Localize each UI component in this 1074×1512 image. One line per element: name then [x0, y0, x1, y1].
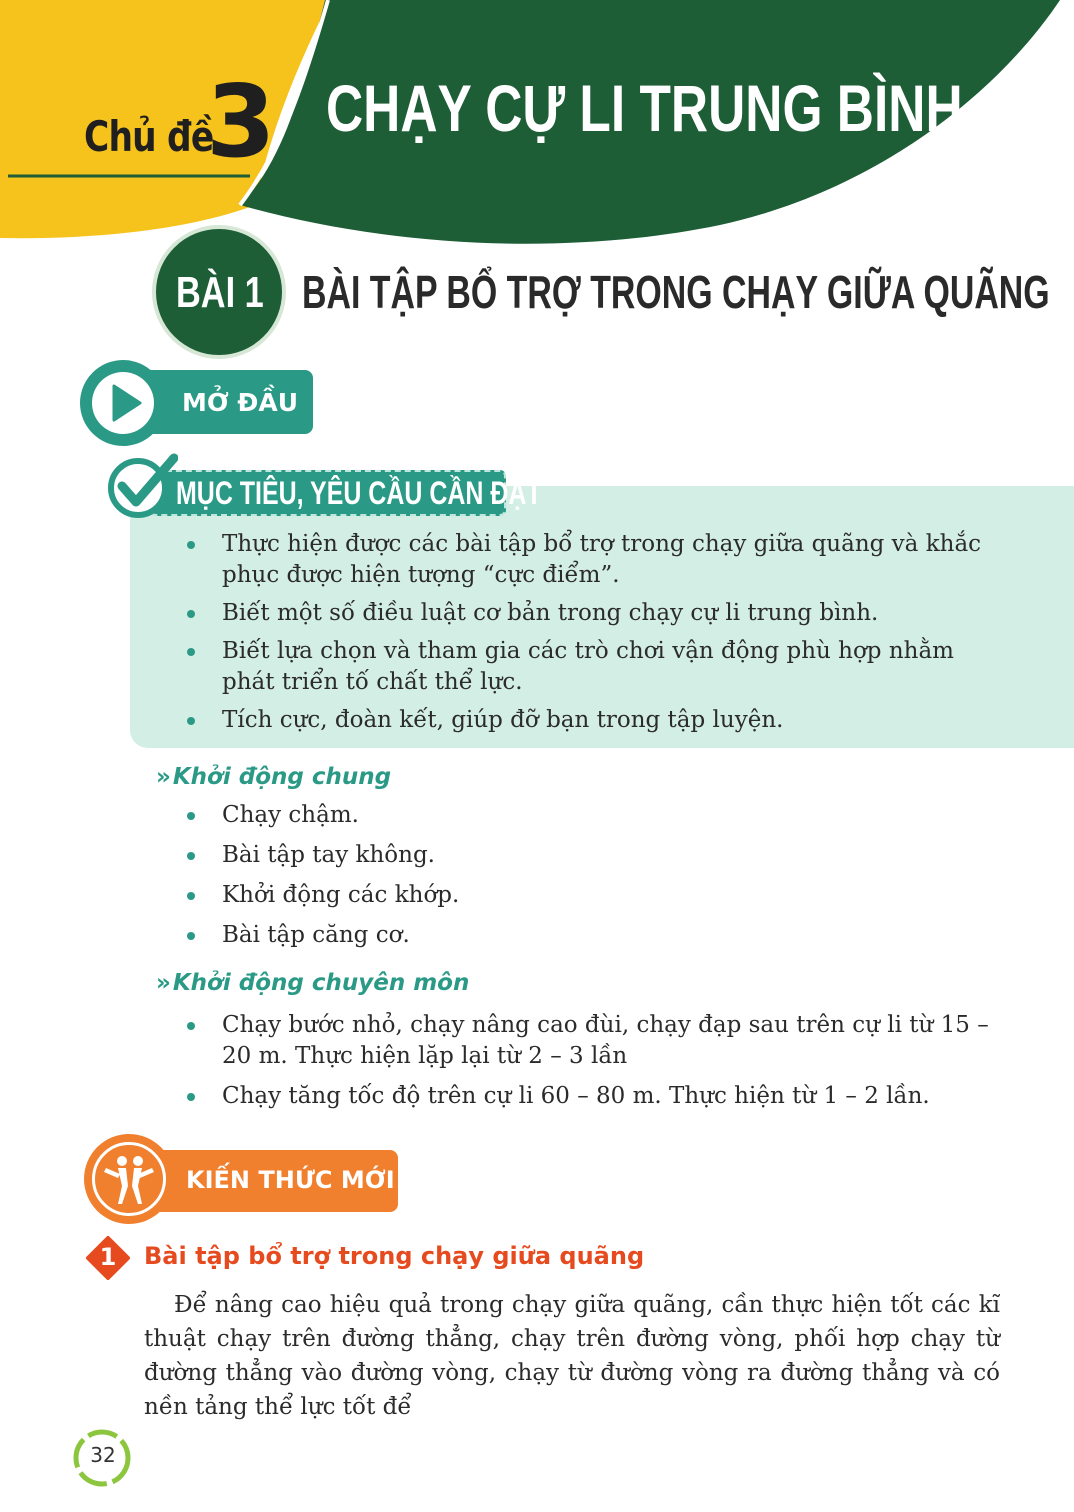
- list-item: [130, 920, 1010, 951]
- topic-word: Chủ đề: [84, 112, 214, 161]
- bullet-icon: [187, 717, 195, 725]
- general-warmup-list: [130, 800, 1010, 951]
- new-knowledge-label: KIẾN THỨC MỚI: [186, 1166, 395, 1194]
- special-warmup-heading: [156, 970, 469, 996]
- list-item-text: Khởi động các khớp.: [222, 882, 460, 908]
- topic-number: 3: [206, 63, 276, 180]
- bullet-icon: [187, 932, 195, 940]
- special-warmup-title: Khởi động chuyên môn: [172, 970, 470, 996]
- bullet-icon: [187, 892, 195, 900]
- play-icon: [108, 384, 144, 422]
- bullet-icon: [187, 812, 195, 820]
- goal-text: Biết lựa chọn và tham gia các trò chơi vận động phù hợp nhằm phát triển tố chất thể lực.: [222, 638, 954, 695]
- section-paragraph: Để nâng cao hiệu quả trong chạy giữa quãng, cần thực hiện tốt các kĩ thuật chạy trên đường thẳng, chạy trên đường vòng, phối hợp chạy từ đường thẳng vào đường vòng, chạy từ đường vòng ra đường thẳng và có nền tảng thể lực tốt để: [144, 1292, 1000, 1420]
- list-item-text: Chạy bước nhỏ, chạy nâng cao đùi, chạy đạp sau trên cự li từ 15 – 20 m. Thực hiện lặp lại từ 2 – 3 lần: [222, 1012, 989, 1069]
- bullet-icon: [187, 648, 195, 656]
- list-item-text: Bài tập tay không.: [222, 842, 435, 868]
- general-warmup-title: Khởi động chung: [172, 764, 392, 790]
- page-number: 32: [90, 1443, 116, 1467]
- bullet-icon: [187, 1022, 195, 1030]
- double-chevron-icon: »: [156, 970, 165, 996]
- goal-item: [130, 598, 1010, 629]
- goal-text: Biết một số điều luật cơ bản trong chạy cự li trung bình.: [222, 600, 879, 626]
- goal-text: Tích cực, đoàn kết, giúp đỡ bạn trong tập luyện.: [222, 707, 784, 733]
- list-item: [130, 800, 1010, 831]
- lesson-label: BÀI 1: [176, 268, 264, 317]
- chapter-title: CHẠY CỰ LI TRUNG BÌNH: [326, 71, 963, 145]
- double-chevron-icon: »: [156, 764, 165, 790]
- bullet-icon: [187, 852, 195, 860]
- goal-item: [130, 529, 1010, 591]
- list-item: [130, 1081, 1010, 1112]
- goals-list: [130, 529, 1010, 736]
- section-number: 1: [99, 1243, 117, 1271]
- section-title: Bài tập bổ trợ trong chạy giữa quãng: [144, 1242, 645, 1270]
- goal-item: [130, 636, 1010, 698]
- list-item: [130, 1010, 1010, 1072]
- list-item-text: Bài tập căng cơ.: [222, 922, 410, 948]
- runners-icon: [100, 1152, 158, 1208]
- intro-tab-label: MỞ ĐẦU: [182, 388, 299, 417]
- list-item-text: Chạy chậm.: [222, 802, 359, 828]
- bullet-icon: [187, 541, 195, 549]
- list-item-text: Chạy tăng tốc độ trên cự li 60 – 80 m. Thực hiện từ 1 – 2 lần.: [222, 1083, 930, 1109]
- list-item: [130, 840, 1010, 871]
- goals-title: MỤC TIÊU, YÊU CẦU CẦN ĐẠT: [176, 475, 542, 511]
- lesson-title: BÀI TẬP BỔ TRỢ TRONG CHẠY GIỮA QUÃNG: [302, 266, 1050, 318]
- list-item: [130, 880, 1010, 911]
- goal-text: Thực hiện được các bài tập bổ trợ trong chạy giữa quãng và khắc phục được hiện tượng “cực điểm”.: [222, 531, 982, 588]
- bullet-icon: [187, 610, 195, 618]
- special-warmup-list: [130, 1010, 1010, 1112]
- goal-item: [130, 705, 1010, 736]
- bullet-icon: [187, 1093, 195, 1101]
- checkmark-icon: [104, 452, 178, 518]
- general-warmup-heading: [156, 764, 391, 790]
